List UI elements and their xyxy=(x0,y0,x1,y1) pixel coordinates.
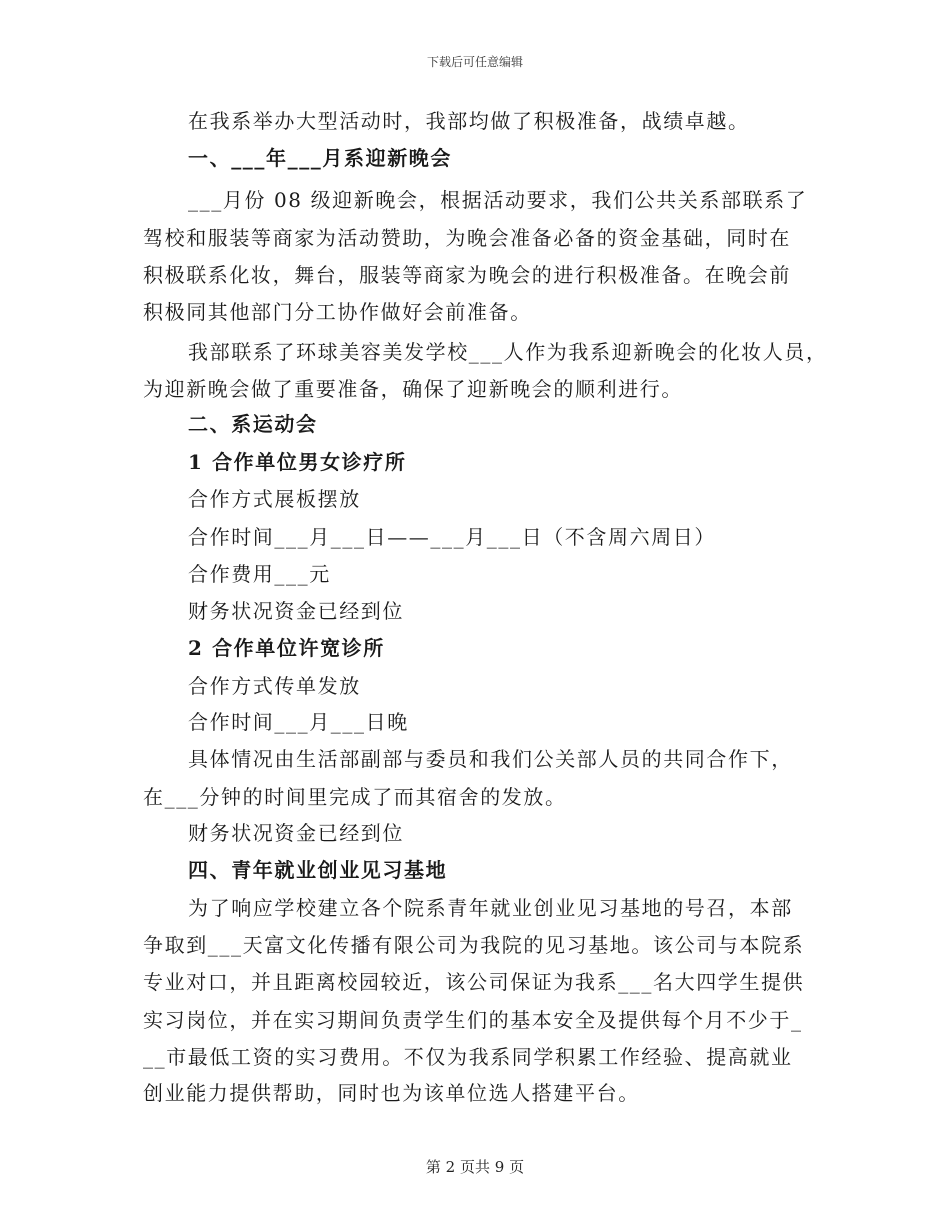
paragraph-line: 积极联系化妆，舞台，服装等商家为晚会的进行积极准备。在晚会前 xyxy=(143,263,791,287)
subsection-heading: 1 合作单位男女诊疗所 xyxy=(188,450,407,474)
paragraph-line: 合作时间___月___日晚 xyxy=(188,710,409,734)
paragraph-line: 合作方式展板摆放 xyxy=(188,487,361,511)
paragraph-line: __市最低工资的实习费用。不仅为我系同学积累工作经验、提高就业 xyxy=(143,1045,793,1069)
page-footer: 第 2 页共 9 页 xyxy=(425,1158,525,1176)
paragraph-line: 在___分钟的时间里完成了而其宿舍的发放。 xyxy=(143,785,567,809)
paragraph-line: 我部联系了环球美容美发学校___人作为我系迎新晚会的化妆人员， xyxy=(188,340,828,364)
paragraph-line: 专业对口，并且距离校园较近，该公司保证为我系___名大四学生提供 xyxy=(143,970,805,994)
paragraph-line: 财务状况资金已经到位 xyxy=(188,599,404,623)
paragraph-line: 为迎新晚会做了重要准备，确保了迎新晚会的顺利进行。 xyxy=(143,377,683,401)
paragraph-line: 财务状况资金已经到位 xyxy=(188,821,404,845)
paragraph-line: 合作费用___元 xyxy=(188,562,331,586)
paragraph-line: 合作时间___月___日——___月___日（不含周六周日） xyxy=(188,525,716,549)
paragraph-line: 具体情况由生活部副部与委员和我们公关部人员的共同合作下， xyxy=(188,747,793,771)
paragraph-line: ___月份 08 级迎新晚会，根据活动要求，我们公共关系部联系了 xyxy=(188,188,808,212)
section-heading: 二、系运动会 xyxy=(188,412,318,436)
paragraph-line: 争取到___天富文化传播有限公司为我院的见习基地。该公司与本院系 xyxy=(143,933,805,957)
paragraph-line: 创业能力提供帮助，同时也为该单位选人搭建平台。 xyxy=(143,1081,640,1105)
section-heading: 一、___年___月系迎新晚会 xyxy=(188,146,452,170)
paragraph-line: 为了响应学校建立各个院系青年就业创业见习基地的号召，本部 xyxy=(188,896,793,920)
paragraph-line: 实习岗位，并在实习期间负责学生们的基本安全及提供每个月不少于_ xyxy=(143,1008,803,1032)
subsection-heading: 2 合作单位许宽诊所 xyxy=(188,636,385,660)
page-header: 下载后可任意编辑 xyxy=(426,55,523,69)
section-heading: 四、青年就业创业见习基地 xyxy=(188,858,448,882)
paragraph-line: 积极同其他部门分工协作做好会前准备。 xyxy=(143,300,532,324)
paragraph-line: 驾校和服装等商家为活动赞助，为晚会准备必备的资金基础，同时在 xyxy=(143,226,791,250)
paragraph-line: 合作方式传单发放 xyxy=(188,674,361,698)
paragraph-line: 在我系举办大型活动时，我部均做了积极准备，战绩卓越。 xyxy=(188,109,750,133)
